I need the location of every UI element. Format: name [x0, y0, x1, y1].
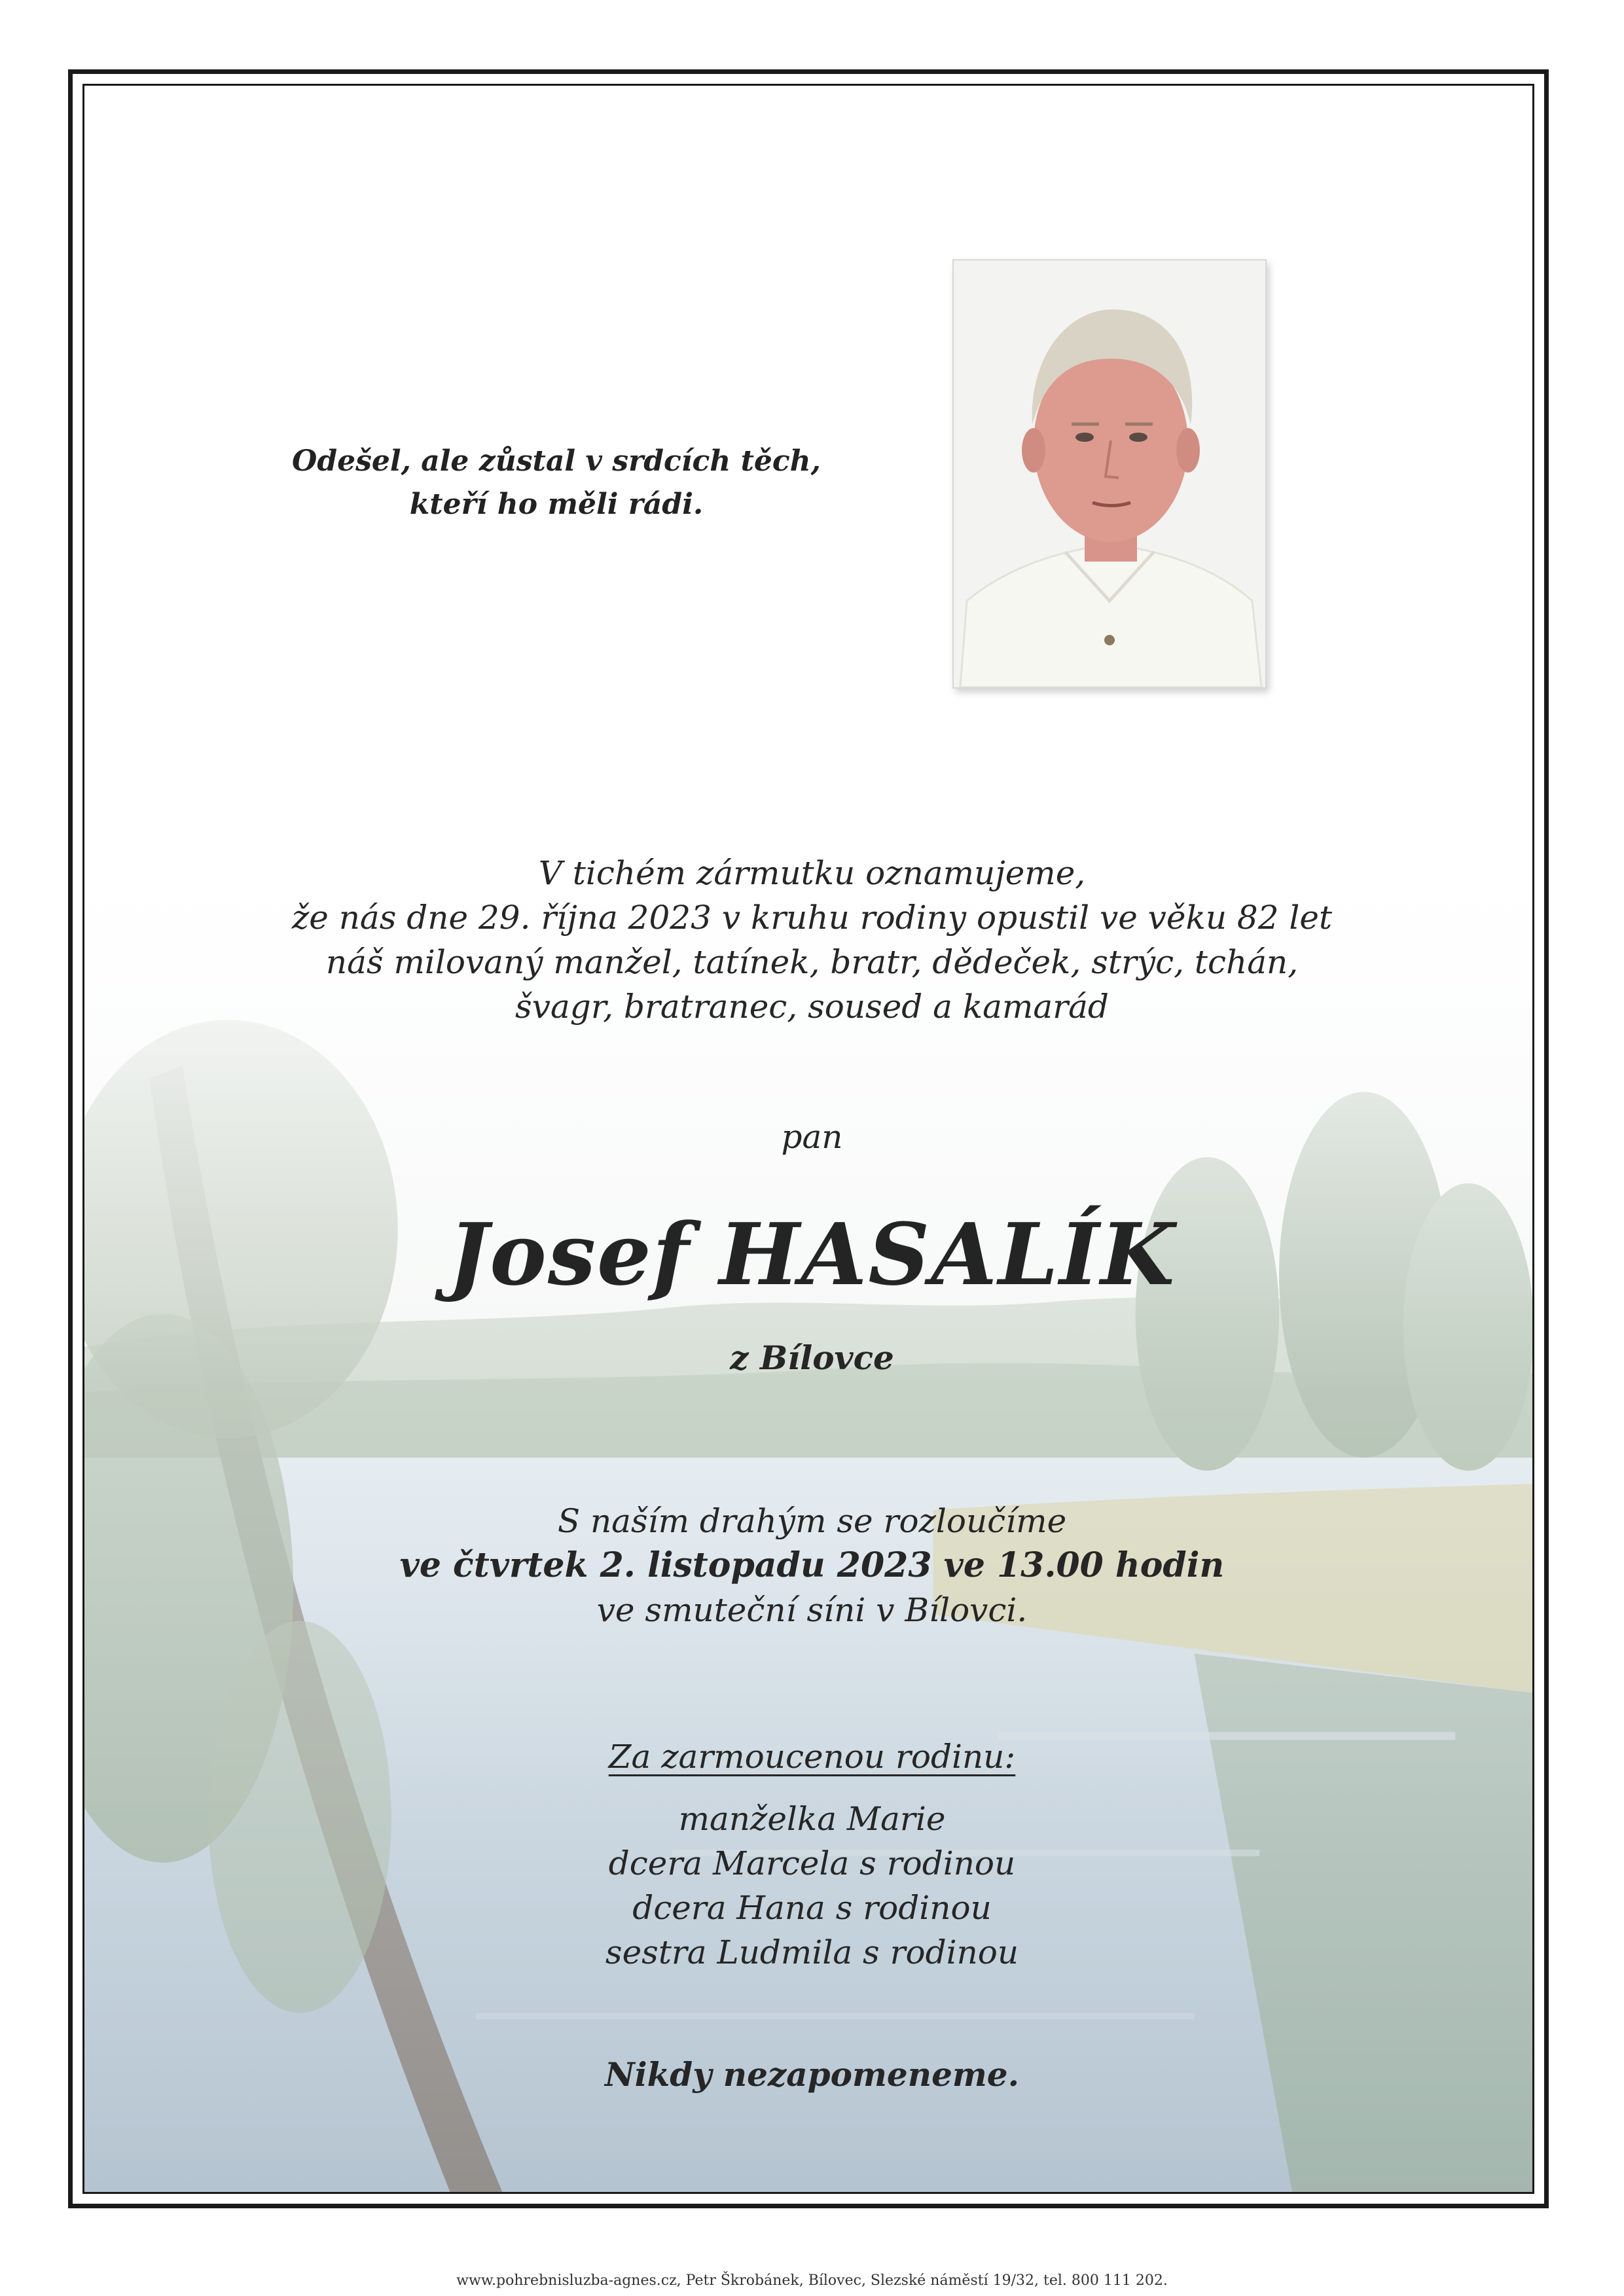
family-member: sestra Ludmila s rodinou [605, 1933, 1019, 1971]
family-members [0, 1797, 1624, 1975]
closing-line: Nikdy nezapomeneme. [604, 2055, 1020, 2094]
announcement-line: náš milovaný manžel, tatínek, bratr, dědeček, strýc, tchán, [325, 943, 1299, 981]
announcement-line: V tichém zármutku oznamujeme, [538, 854, 1086, 892]
ceremony-date-time: ve čtvrtek 2. listopadu 2023 ve 13.00 hodin [399, 1545, 1225, 1585]
ceremony-place: ve smuteční síni v Bílovci. [596, 1591, 1028, 1629]
announcement-line: švagr, bratranec, soused a kamarád [515, 988, 1109, 1026]
ceremony-info [0, 1499, 1624, 1632]
motto-line-2: kteří ho měli rádi. [409, 488, 704, 521]
first-name: Josef [448, 1204, 691, 1304]
deceased-origin: z Bílovce [730, 1338, 894, 1377]
announcement [0, 851, 1624, 1029]
motto [236, 440, 877, 526]
family-heading: Za zarmoucenou rodinu: [608, 1738, 1016, 1776]
deceased-title: pan [781, 1118, 843, 1156]
last-name: HASALÍK [719, 1204, 1176, 1304]
family-member: dcera Hana s rodinou [632, 1889, 992, 1927]
portrait-image [954, 260, 1265, 687]
portrait-photo [952, 259, 1267, 689]
family-member: dcera Marcela s rodinou [608, 1844, 1016, 1882]
footer-contact: www.pohrebnisluzba-agnes.cz, Petr Škrobánek, Bílovec, Slezské náměstí 19/32, tel. 800 111 202. [456, 2272, 1168, 2289]
ceremony-line-1: S naším drahým se rozloučíme [557, 1502, 1067, 1540]
deceased-name [0, 1204, 1624, 1304]
announcement-line: že nás dne 29. října 2023 v kruhu rodiny opustil ve věku 82 let [291, 899, 1333, 937]
family-member: manželka Marie [678, 1800, 946, 1838]
motto-line-1: Odešel, ale zůstal v srdcích těch, [292, 444, 821, 478]
